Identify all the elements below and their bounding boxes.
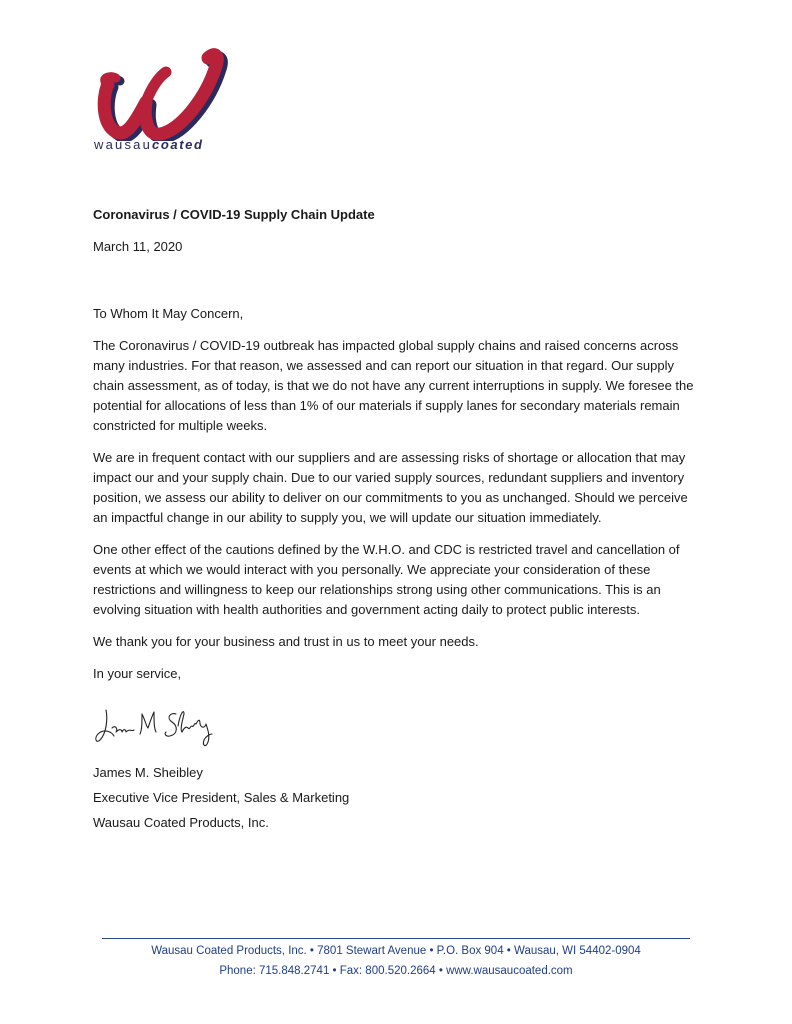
w-logo-mark xyxy=(94,46,234,141)
signature-block xyxy=(93,763,349,838)
paragraph-3: One other effect of the cautions defined by the W.H.O. and CDC is restricted travel and cancellation of events at which we would interact with you personally. We appreciate your consideration of these restrictions and willingness to keep our relationships strong using other communications. This is an evolving situation with health authorities and government acting daily to protect public interests. xyxy=(93,542,680,617)
footer-contact: Phone: 715.848.2741 • Fax: 800.520.2664 • www.wausaucoated.com xyxy=(219,965,573,977)
signer-name: James M. Sheibley xyxy=(93,765,203,780)
letter-salutation: To Whom It May Concern, xyxy=(93,306,244,321)
signature-image xyxy=(92,700,217,752)
logo-word-bold: coated xyxy=(152,137,204,152)
letter-body xyxy=(93,205,703,684)
signer-company: Wausau Coated Products, Inc. xyxy=(93,815,269,830)
paragraph-4: We thank you for your business and trust in us to meet your needs. xyxy=(93,634,479,649)
paragraph-2: We are in frequent contact with our suppliers and are assessing risks of shortage or allocation that may impact our and your supply chain. Due to our varied supply sources, redundant suppliers and inventory position, we assess our ability to deliver on our commitments to you as unchanged. Should we perceive an impactful change in our ability to supply you, we will update our situation immediately. xyxy=(93,450,688,525)
paragraph-1: The Coronavirus / COVID-19 outbreak has impacted global supply chains and raised concerns across many industries. For that reason, we assessed and can report our situation in that regard. Our supply chain assessment, as of today, is that we do not have any current interruptions in supply. We foresee the potential for allocations of less than 1% of our materials if supply lanes for secondary materials remain constricted for multiple weeks. xyxy=(93,338,694,433)
logo-wordmark xyxy=(94,137,204,152)
handwritten-signature xyxy=(92,700,217,752)
letter-date: March 11, 2020 xyxy=(93,239,183,254)
footer-divider xyxy=(102,938,690,939)
letter-subject: Coronavirus / COVID-19 Supply Chain Update xyxy=(93,207,375,222)
letterhead-footer xyxy=(0,941,792,981)
footer-address: Wausau Coated Products, Inc. • 7801 Stewart Avenue • P.O. Box 904 • Wausau, WI 54402-0904 xyxy=(151,945,641,957)
letter-closing: In your service, xyxy=(93,666,182,681)
company-logo xyxy=(94,46,234,158)
signer-title: Executive Vice President, Sales & Marketing xyxy=(93,790,350,805)
logo-word-light: wausau xyxy=(94,137,153,152)
